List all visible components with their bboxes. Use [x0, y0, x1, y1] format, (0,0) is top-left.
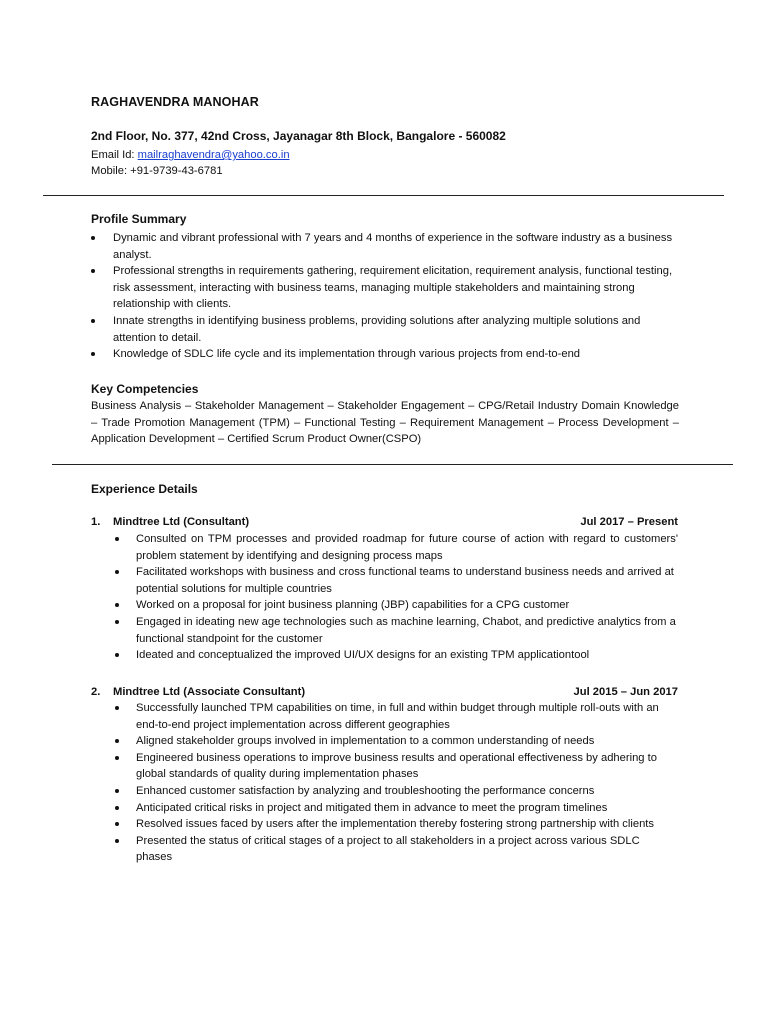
list-item [136, 800, 678, 817]
profile-summary-heading: Profile Summary [91, 212, 187, 226]
list-item-text: Dynamic and vibrant professional with 7 years and 4 months of experience in the software industry as a business analyst. [113, 232, 673, 261]
address: 2nd Floor, No. 377, 42nd Cross, Jayanagar 8th Block, Bangalore - 560082 [91, 129, 506, 143]
experience-heading: Experience Details [91, 482, 198, 496]
list-item-text: Consulted on TPM processes and provided roadmap for future course of action with regard to customers' problem statement by identifying and designing process maps [136, 533, 678, 562]
list-item-text: Worked on a proposal for joint business planning (JBP) capabilities for a CPG customer [136, 599, 570, 612]
list-item-text: Presented the status of critical stages of a project to all stakeholders in a project across various SDLC phases [136, 834, 640, 864]
list-item [136, 750, 678, 783]
list-item [136, 700, 678, 733]
list-item [136, 531, 678, 564]
list-item [136, 597, 678, 614]
list-item [136, 564, 678, 597]
list-item-text: Anticipated critical risks in project and mitigated them in advance to meet the program timelines [136, 801, 608, 814]
bullet-icon [115, 620, 119, 624]
divider-middle [52, 464, 733, 465]
bullet-icon [115, 739, 119, 743]
job-dates: Jul 2015 – Jun 2017 [573, 686, 678, 698]
bullet-icon [115, 653, 119, 657]
bullet-icon [115, 537, 119, 541]
list-item-text: Professional strengths in requirements gathering, requirement elicitation, requirement analysis, functional testing, risk assessment, interacting with business teams, managing multiple stakeholders and maintaining strong relationship with clients. [113, 265, 673, 311]
bullet-icon [115, 806, 119, 810]
list-item [113, 230, 683, 263]
list-item-text: Engaged in ideating new age technologies such as machine learning, Chabot, and predictive analytics from a functional standpoint for the customer [136, 615, 676, 645]
job-dates: Jul 2017 – Present [580, 516, 678, 528]
bullet-icon [115, 570, 119, 574]
list-item-text: Resolved issues faced by users after the implementation thereby fostering strong partnership with clients [136, 818, 654, 831]
job-2-list [136, 700, 678, 866]
job-title-2 [91, 684, 678, 701]
job-number: 1. [91, 516, 101, 528]
list-item-text: Knowledge of SDLC life cycle and its implementation through various projects from end-to-end [113, 348, 581, 361]
candidate-name: RAGHAVENDRA MANOHAR [91, 95, 259, 109]
job-role: Mindtree Ltd (Consultant) [113, 516, 250, 528]
list-item-text: Aligned stakeholder groups involved in implementation to a common understanding of needs [136, 735, 595, 748]
bullet-icon [115, 822, 119, 826]
list-item [136, 833, 678, 866]
email-link[interactable]: mailraghavendra@yahoo.co.in [137, 149, 290, 161]
bullet-icon [91, 236, 95, 240]
bullet-icon [91, 269, 95, 273]
bullet-icon [115, 839, 119, 843]
job-1-list [136, 531, 678, 664]
list-item-text: Enhanced customer satisfaction by analyzing and troubleshooting the performance concerns [136, 784, 595, 797]
job-role: Mindtree Ltd (Associate Consultant) [113, 686, 306, 698]
list-item-text: Facilitated workshops with business and cross functional teams to understand business needs and arrived at potential solutions for multiple countries [136, 566, 674, 595]
bullet-icon [115, 789, 119, 793]
list-item [113, 313, 683, 346]
key-competencies-text: Business Analysis – Stakeholder Management – Stakeholder Engagement – CPG/Retail Industry Domain Knowledge – Trade Promotion Management (TPM) – Functional Testing – Requirement Management – Process Development – Application Development – Certified Scrum Product Owner(CSPO) [91, 400, 679, 446]
list-item-text: Engineered business operations to improve business results and operational effectiveness by adhering to global standards of quality during implementation phases [136, 751, 657, 781]
bullet-icon [115, 603, 119, 607]
list-item [136, 783, 678, 800]
list-item [113, 346, 683, 363]
key-competencies-heading: Key Competencies [91, 382, 199, 396]
email-line [91, 147, 290, 164]
list-item-text: Ideated and conceptualized the improved UI/UX designs for an existing TPM applicationtool [136, 649, 590, 662]
profile-summary-list [113, 230, 683, 363]
list-item [136, 733, 678, 750]
list-item [136, 647, 678, 664]
bullet-icon [91, 352, 95, 356]
divider-top [43, 195, 724, 196]
list-item-text: Innate strengths in identifying business problems, providing solutions after analyzing multiple solutions and attention to detail. [113, 314, 641, 344]
list-item [136, 816, 678, 833]
list-item-text: Successfully launched TPM capabilities on time, in full and within budget through multiple roll-outs with an end-to-end project implementation across different geographies [136, 702, 659, 731]
list-item [113, 263, 683, 313]
list-item [136, 614, 678, 647]
bullet-icon [91, 319, 95, 323]
job-title-1 [91, 514, 678, 531]
bullet-icon [115, 756, 119, 760]
bullet-icon [115, 706, 119, 710]
email-label: Email Id: [91, 149, 138, 161]
job-number: 2. [91, 686, 101, 698]
mobile-number: Mobile: +91-9739-43-6781 [91, 165, 223, 177]
